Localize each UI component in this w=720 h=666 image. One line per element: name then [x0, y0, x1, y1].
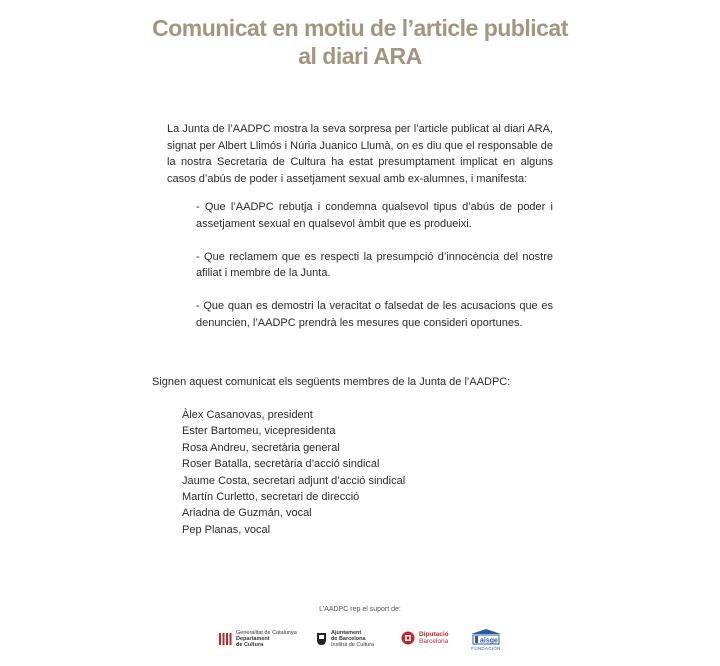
member-item: Rosa Andreu, secretària general [182, 441, 340, 454]
support-text: L’AADPC rep el suport de: [319, 606, 401, 613]
ajuntament-logo [316, 630, 374, 648]
generalitat-line-1: Generalitat de Catalunya [236, 630, 297, 636]
diputacio-logo [401, 631, 449, 645]
aisge-logo [469, 628, 503, 652]
ajuntament-line-2: de Barcelona [331, 636, 366, 642]
point-1: - Que l’AADPC rebutja i condemna qualsevol tipus d’abús de poder i assetjament sexual en qualsevol àmbit que es produeixi. [196, 201, 553, 230]
member-item: Ester Bartomeu, vicepresidenta [182, 425, 336, 438]
ajuntament-line-1: Ajuntament [331, 630, 362, 636]
member-item: Martín Curletto, secretari de direcció [182, 491, 360, 504]
signatories-heading: Signen aquest comunicat els següents membres de la Junta de l’AADPC: [152, 376, 511, 388]
title-line-2: al diari ARA [298, 43, 422, 69]
intro-paragraph: La Junta de l’AADPC mostra la seva sorpresa per l’article publicat al diari ARA, signat per Albert Llimós i Núria Juanico Llumà, on es diu que el responsable de la nostra Secretaria de Cultura ha estat presumptament implicat en alguns casos d’abús de poder i assetjament sexual amb ex-alumnes, i manifesta: [167, 123, 553, 185]
declaration-points [196, 199, 553, 348]
member-item: Ariadna de Guzmán, vocal [182, 507, 312, 520]
ajuntament-line-3: Institut de Cultura [331, 642, 375, 648]
diputacio-line-2: Barcelona [419, 638, 449, 645]
member-item: Jaume Costa, secretari adjunt d’acció sindical [182, 474, 406, 487]
member-item: Roser Batalla, secretària d’acció sindical [182, 458, 380, 471]
member-item: Àlex Casanovas, president [182, 409, 313, 421]
diputacio-line-1: Diputació [419, 631, 449, 638]
aisge-emblem-icon [469, 628, 503, 646]
sponsor-logos [0, 628, 720, 652]
generalitat-emblem-icon [218, 632, 232, 646]
generalitat-logo [218, 630, 297, 648]
point-2: - Que reclamem que es respecti la presumpció d’innocència del nostre afiliat i membre de la Junta. [196, 250, 553, 279]
member-list [182, 407, 405, 538]
aisge-sub: FUNDACIÓN [471, 646, 501, 651]
page-title [0, 14, 720, 70]
title-line-1: Comunicat en motiu de l’article publicat [152, 15, 568, 41]
member-item: Pep Planas, vocal [182, 523, 271, 536]
generalitat-line-3: de Cultura [236, 642, 264, 648]
diputacio-emblem-icon [401, 631, 415, 645]
ajuntament-shield-icon [316, 632, 327, 646]
point-3: - Que quan es demostri la veracitat o falsedat de les acusacions que es denuncien, l’AADPC prendrà les mesures que consideri oportunes. [196, 300, 553, 329]
generalitat-line-2: Departament [236, 636, 270, 642]
aisge-name: aisge [480, 637, 498, 645]
